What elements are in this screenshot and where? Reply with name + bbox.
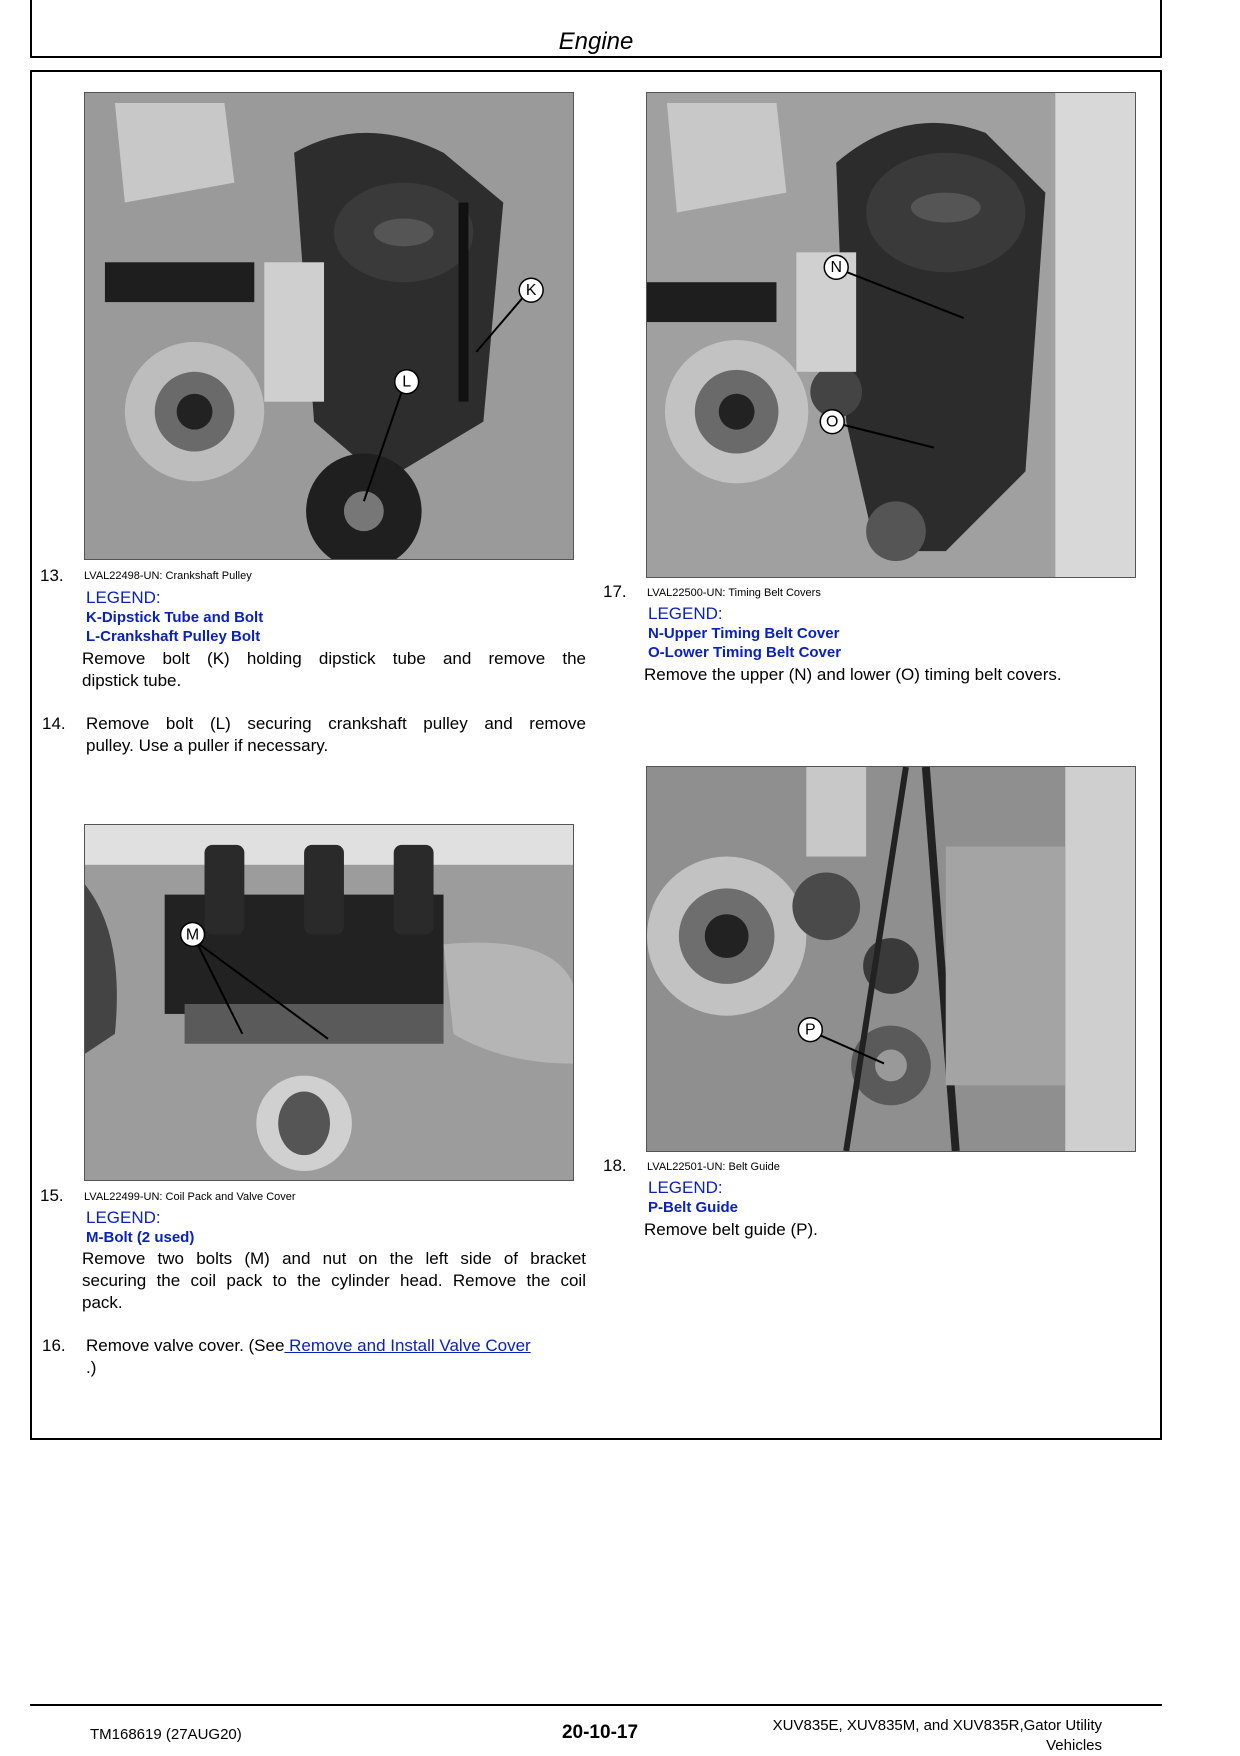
photo-timing-belt-covers (646, 92, 1136, 578)
footer-doc-id: TM168619 (27AUG20) (90, 1726, 242, 1743)
page-title: Engine (558, 28, 634, 55)
step-15-legend-m: M-Bolt (2 used) (86, 1229, 195, 1246)
callout-m: M (185, 926, 200, 944)
step-18-text: Remove belt guide (P). (644, 1220, 818, 1239)
step-15-caption: LVAL22499-UN: Coil Pack and Valve Cover (84, 1191, 296, 1203)
step-15-text-line1: Remove two bolts (M) and nut on the left side of bracket (82, 1249, 586, 1268)
callout-p: P (805, 1021, 816, 1039)
step-16-text-prefix: Remove valve cover. (See (86, 1336, 285, 1355)
step-15-number: 15. (40, 1186, 64, 1205)
callout-n: N (830, 259, 842, 277)
step-15-text-line2: securing the coil pack to the cylinder head. Remove the coil (82, 1271, 586, 1290)
callout-k: K (525, 282, 537, 300)
step-13-caption: LVAL22498-UN: Crankshaft Pulley (84, 570, 252, 582)
footer-page-number: 20-10-17 (561, 1722, 639, 1743)
step-14-number: 14. (42, 714, 66, 733)
step-17-legend-o: O-Lower Timing Belt Cover (648, 644, 842, 661)
remove-install-valve-cover-link[interactable]: Remove and Install Valve Cover (284, 1336, 531, 1355)
step-17-number: 17. (603, 582, 627, 601)
header-frame (30, 0, 1162, 58)
step-17-legend-n: N-Upper Timing Belt Cover (648, 625, 840, 642)
step-14-text-line2: pulley. Use a puller if necessary. (86, 736, 329, 755)
step-15-text-line3: pack. (82, 1293, 123, 1312)
step-18-number: 18. (603, 1156, 627, 1175)
step-18-legend-title: LEGEND: (648, 1178, 723, 1197)
photo-belt-guide (646, 766, 1136, 1152)
photo-coil-pack (84, 824, 574, 1181)
step-18-caption: LVAL22501-UN: Belt Guide (647, 1161, 780, 1173)
step-13-legend-k: K-Dipstick Tube and Bolt (86, 609, 264, 626)
step-14-text-line1: Remove bolt (L) securing crankshaft pulley and remove (86, 714, 586, 733)
photo-crankshaft-pulley (84, 92, 574, 560)
step-13-text-line1: Remove bolt (K) holding dipstick tube and remove the (82, 649, 586, 668)
step-13-legend-title: LEGEND: (86, 588, 161, 607)
step-16-number: 16. (42, 1336, 66, 1355)
step-16-text (86, 1335, 531, 1357)
footer-title-line2: Vehicles (1046, 1737, 1102, 1754)
callout-l: L (402, 373, 412, 391)
footer-rule (30, 1704, 1162, 1706)
footer-title-line1: XUV835E, XUV835M, and XUV835R,Gator Utility (772, 1717, 1102, 1734)
step-17-text: Remove the upper (N) and lower (O) timing belt covers. (644, 665, 1062, 684)
step-17-caption: LVAL22500-UN: Timing Belt Covers (647, 587, 821, 599)
step-15-legend-title: LEGEND: (86, 1208, 161, 1227)
step-16-text-suffix: .) (86, 1358, 97, 1377)
step-13-legend-l: L-Crankshaft Pulley Bolt (86, 628, 261, 645)
callout-o: O (826, 413, 839, 431)
step-13-text-line2: dipstick tube. (82, 671, 182, 690)
step-18-legend-p: P-Belt Guide (648, 1199, 739, 1216)
step-13-number: 13. (40, 566, 64, 585)
step-17-legend-title: LEGEND: (648, 604, 723, 623)
footer-title (682, 1716, 1102, 1756)
